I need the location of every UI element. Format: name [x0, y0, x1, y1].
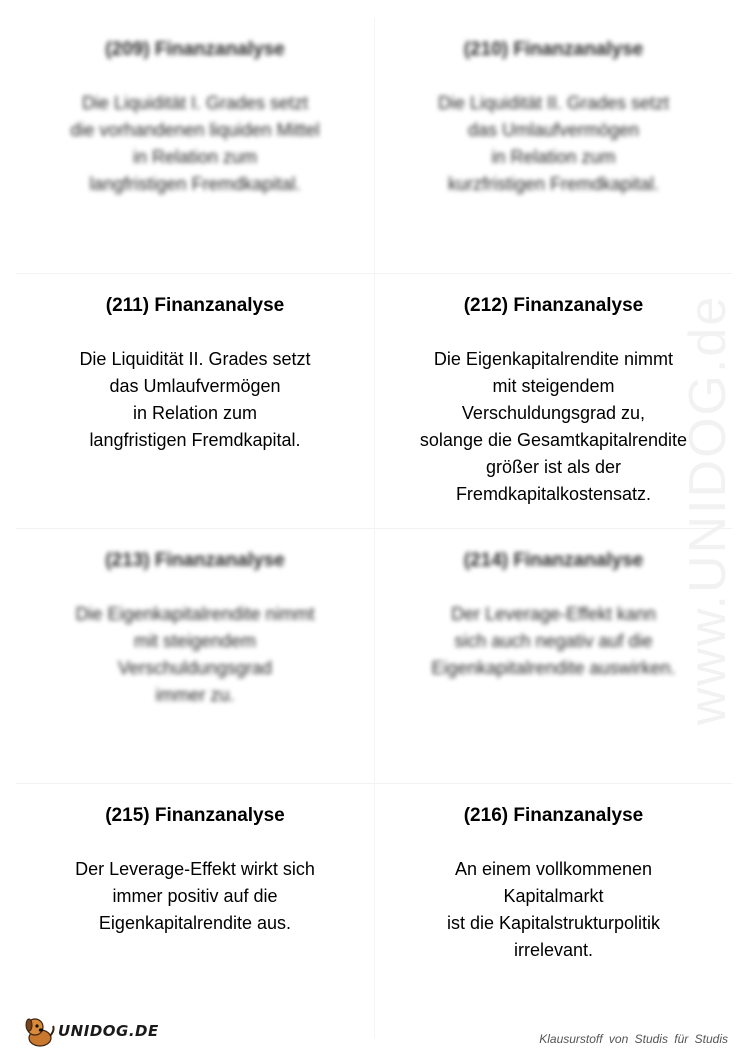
card-body — [75, 601, 314, 709]
card-line: Die Eigenkapitalrendite nimmt — [433, 349, 674, 369]
watermark-text: www.UNIDOG.de — [679, 294, 737, 726]
card-line: in Relation zum — [132, 403, 258, 423]
flashcard-grid — [16, 18, 732, 1038]
flashcard-214 — [374, 528, 732, 783]
card-line: die vorhandenen liquiden Mittel — [70, 120, 320, 140]
flashcard-215 — [16, 783, 374, 1038]
dog-mascot-icon — [22, 1014, 56, 1048]
card-title: (212) Finanzanalyse — [463, 295, 644, 316]
card-line: Eigenkapitalrendite aus. — [98, 913, 292, 933]
card-line: Die Liquidität II. Grades setzt — [437, 93, 670, 113]
card-line: sich auch negativ auf die — [454, 631, 653, 651]
card-line: Der Leverage-Effekt wirkt sich — [75, 859, 315, 879]
card-line: An einem vollkommenen — [454, 859, 653, 879]
card-line: ist die Kapitalstrukturpolitik — [446, 913, 661, 933]
logo-text: UNIDOG.DE — [58, 1022, 159, 1040]
card-body — [79, 346, 310, 454]
card-line: Die Eigenkapitalrendite nimmt — [75, 604, 315, 624]
card-line: Kapitalmarkt — [503, 886, 604, 906]
card-body — [447, 856, 660, 964]
flashcard-213 — [16, 528, 374, 783]
card-body — [70, 90, 319, 198]
flashcard-209 — [16, 18, 374, 273]
card-line: kurzfristigen Fremdkapital. — [447, 174, 660, 194]
card-title: (210) Finanzanalyse — [463, 39, 644, 60]
flashcard-210 — [374, 18, 732, 273]
card-line: mit steigendem — [492, 376, 615, 396]
card-line: Verschuldungsgrad zu, — [461, 403, 646, 423]
flashcard-211 — [16, 273, 374, 528]
flashcard-216 — [374, 783, 732, 1038]
card-body — [431, 601, 675, 682]
card-line: das Umlaufvermögen — [109, 376, 281, 396]
card-line: Verschuldungsgrad — [117, 658, 273, 678]
card-line: mit steigendem — [133, 631, 257, 651]
card-line: immer positiv auf die — [112, 886, 278, 906]
card-line: in Relation zum — [132, 147, 258, 167]
card-title: (209) Finanzanalyse — [105, 39, 285, 60]
card-line: größer ist als der — [485, 457, 622, 477]
card-line: Die Liquidität I. Grades setzt — [81, 93, 309, 113]
card-title: (213) Finanzanalyse — [105, 550, 285, 571]
card-line: das Umlaufvermögen — [467, 120, 640, 140]
card-line: Der Leverage-Effekt kann — [451, 604, 656, 624]
card-line: immer zu. — [155, 685, 235, 705]
card-title: (211) Finanzanalyse — [105, 295, 285, 316]
card-line: solange die Gesamtkapitalrendite — [419, 430, 688, 450]
card-line: langfristigen Fremdkapital. — [89, 430, 301, 450]
card-line: Die Liquidität II. Grades setzt — [79, 349, 311, 369]
card-body — [75, 856, 315, 937]
card-title: (214) Finanzanalyse — [463, 550, 644, 571]
card-line: langfristigen Fremdkapital. — [89, 174, 301, 194]
unidog-logo[interactable] — [22, 1014, 159, 1048]
card-title: (215) Finanzanalyse — [105, 805, 285, 826]
footer-tagline: Klausurstoff von Studis für Studis — [539, 1032, 728, 1046]
card-line: Eigenkapitalrendite auswirken. — [431, 658, 676, 678]
card-body — [438, 90, 669, 198]
card-body — [420, 346, 687, 508]
card-line: irrelevant. — [513, 940, 594, 960]
card-line: Fremdkapitalkostensatz. — [455, 484, 652, 504]
card-line: in Relation zum — [491, 147, 616, 167]
flashcard-212 — [374, 273, 732, 528]
card-title: (216) Finanzanalyse — [463, 805, 644, 826]
